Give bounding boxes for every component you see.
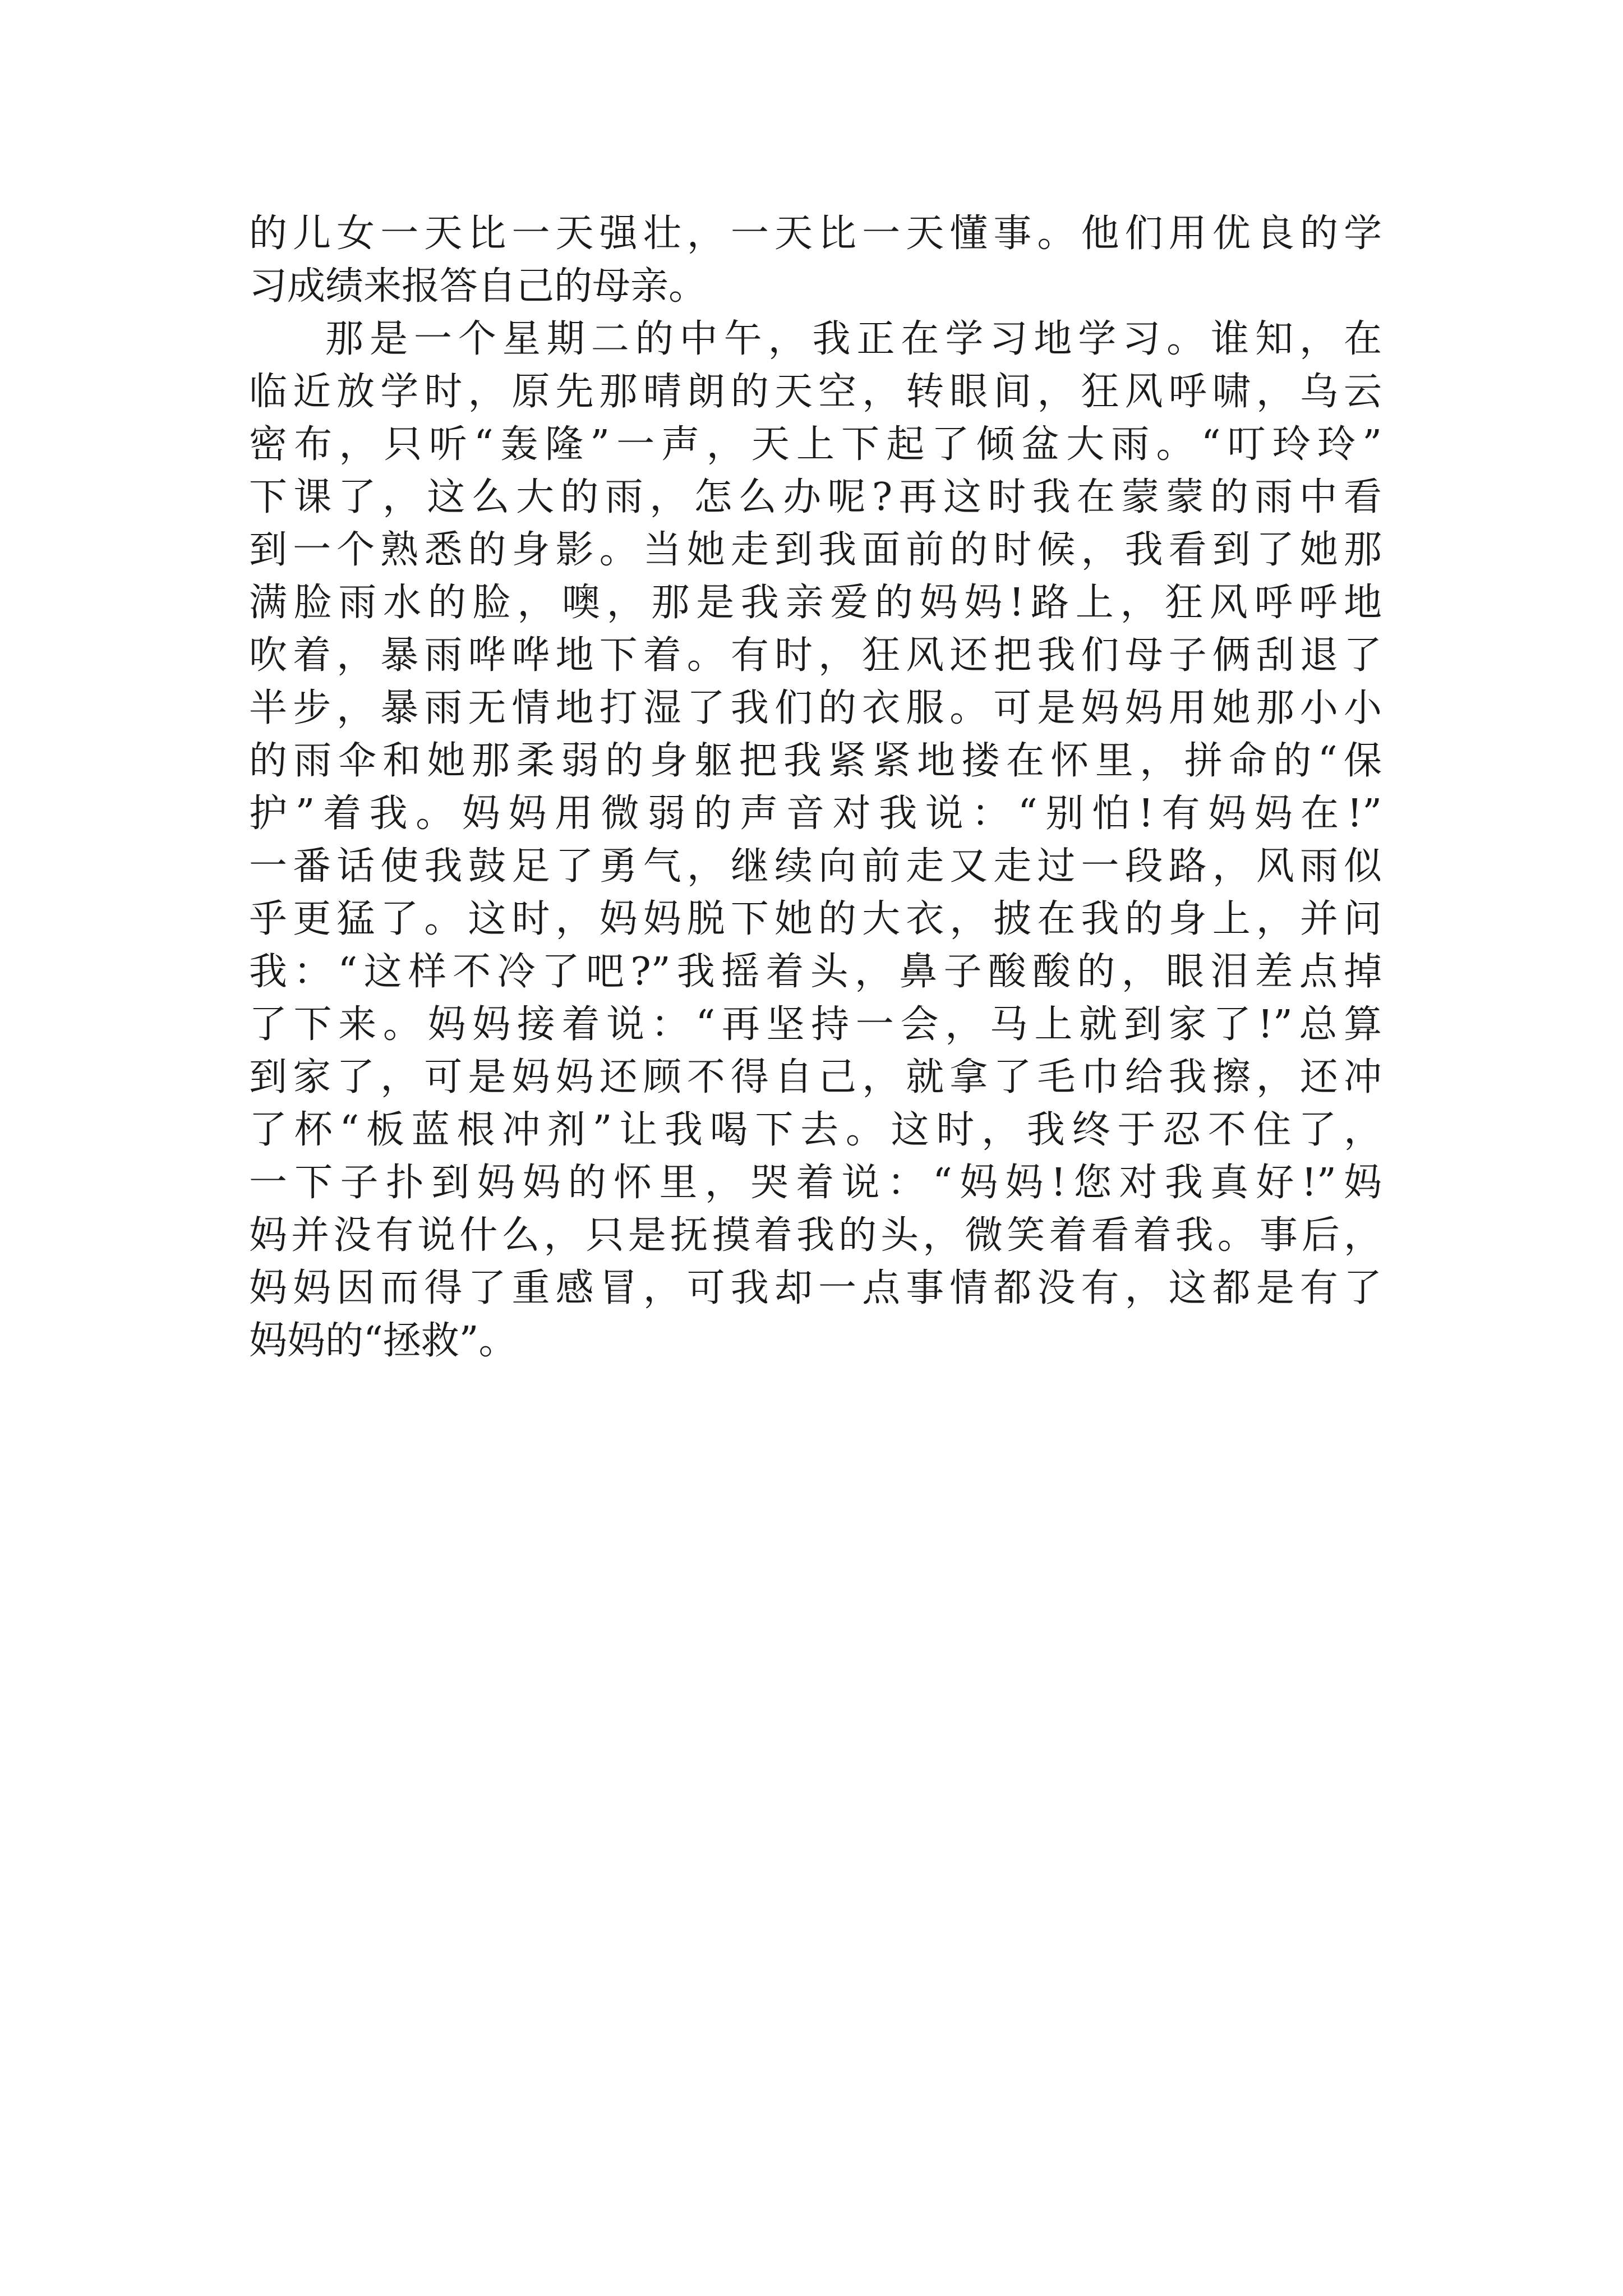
text-line: 下课了，这么大的雨，怎么办呢?再这时我在蒙蒙的雨中看 xyxy=(249,475,1382,519)
text-line: 一番话使我鼓足了勇气，继续向前走又走过一段路，风雨似 xyxy=(249,844,1382,889)
text-line: 妈妈因而得了重感冒，可我却一点事情都没有，这都是有了 xyxy=(249,1266,1382,1310)
text-line: 了杯“板蓝根冲剂”让我喝下去。这时，我终于忍不住了， xyxy=(249,1108,1382,1152)
text-line: 护”着我。妈妈用微弱的声音对我说：“别怕!有妈妈在!” xyxy=(249,792,1382,836)
text-line: 满脸雨水的脸，噢，那是我亲爱的妈妈!路上，狂风呼呼地 xyxy=(249,581,1382,625)
text-line: 半步，暴雨无情地打湿了我们的衣服。可是妈妈用她那小小 xyxy=(249,686,1382,730)
text-line: 妈并没有说什么，只是抚摸着我的头，微笑着看着我。事后， xyxy=(249,1213,1382,1258)
text-line: 的儿女一天比一天强壮，一天比一天懂事。他们用优良的学 xyxy=(249,211,1382,256)
text-line: 到家了，可是妈妈还顾不得自己，就拿了毛巾给我擦，还冲 xyxy=(249,1055,1382,1099)
text-line: 吹着，暴雨哗哗地下着。有时，狂风还把我们母子俩刮退了 xyxy=(249,633,1382,678)
text-line: 妈妈的“拯救”。 xyxy=(249,1319,517,1363)
text-line: 了下来。妈妈接着说：“再坚持一会，马上就到家了!”总算 xyxy=(249,1002,1382,1047)
text-line: 习成绩来报答自己的母亲。 xyxy=(249,264,707,309)
text-line: 乎更猛了。这时，妈妈脱下她的大衣，披在我的身上，并问 xyxy=(249,897,1382,941)
text-line: 临近放学时，原先那晴朗的天空，转眼间，狂风呼啸，乌云 xyxy=(249,370,1382,414)
text-line: 我：“这样不冷了吧?”我摇着头，鼻子酸酸的，眼泪差点掉 xyxy=(249,950,1382,994)
text-line: 的雨伞和她那柔弱的身躯把我紧紧地搂在怀里，拼命的“保 xyxy=(249,739,1382,783)
text-line: 密布，只听“轰隆”一声，天上下起了倾盆大雨。“叮玲玲” xyxy=(249,422,1382,467)
text-line: 到一个熟悉的身影。当她走到我面前的时候，我看到了她那 xyxy=(249,528,1382,572)
essay-text xyxy=(249,208,1382,1368)
text-line: 那是一个星期二的中午，我正在学习地学习。谁知，在 xyxy=(325,317,1382,361)
text-line: 一下子扑到妈妈的怀里，哭着说：“妈妈!您对我真好!”妈 xyxy=(249,1161,1382,1205)
